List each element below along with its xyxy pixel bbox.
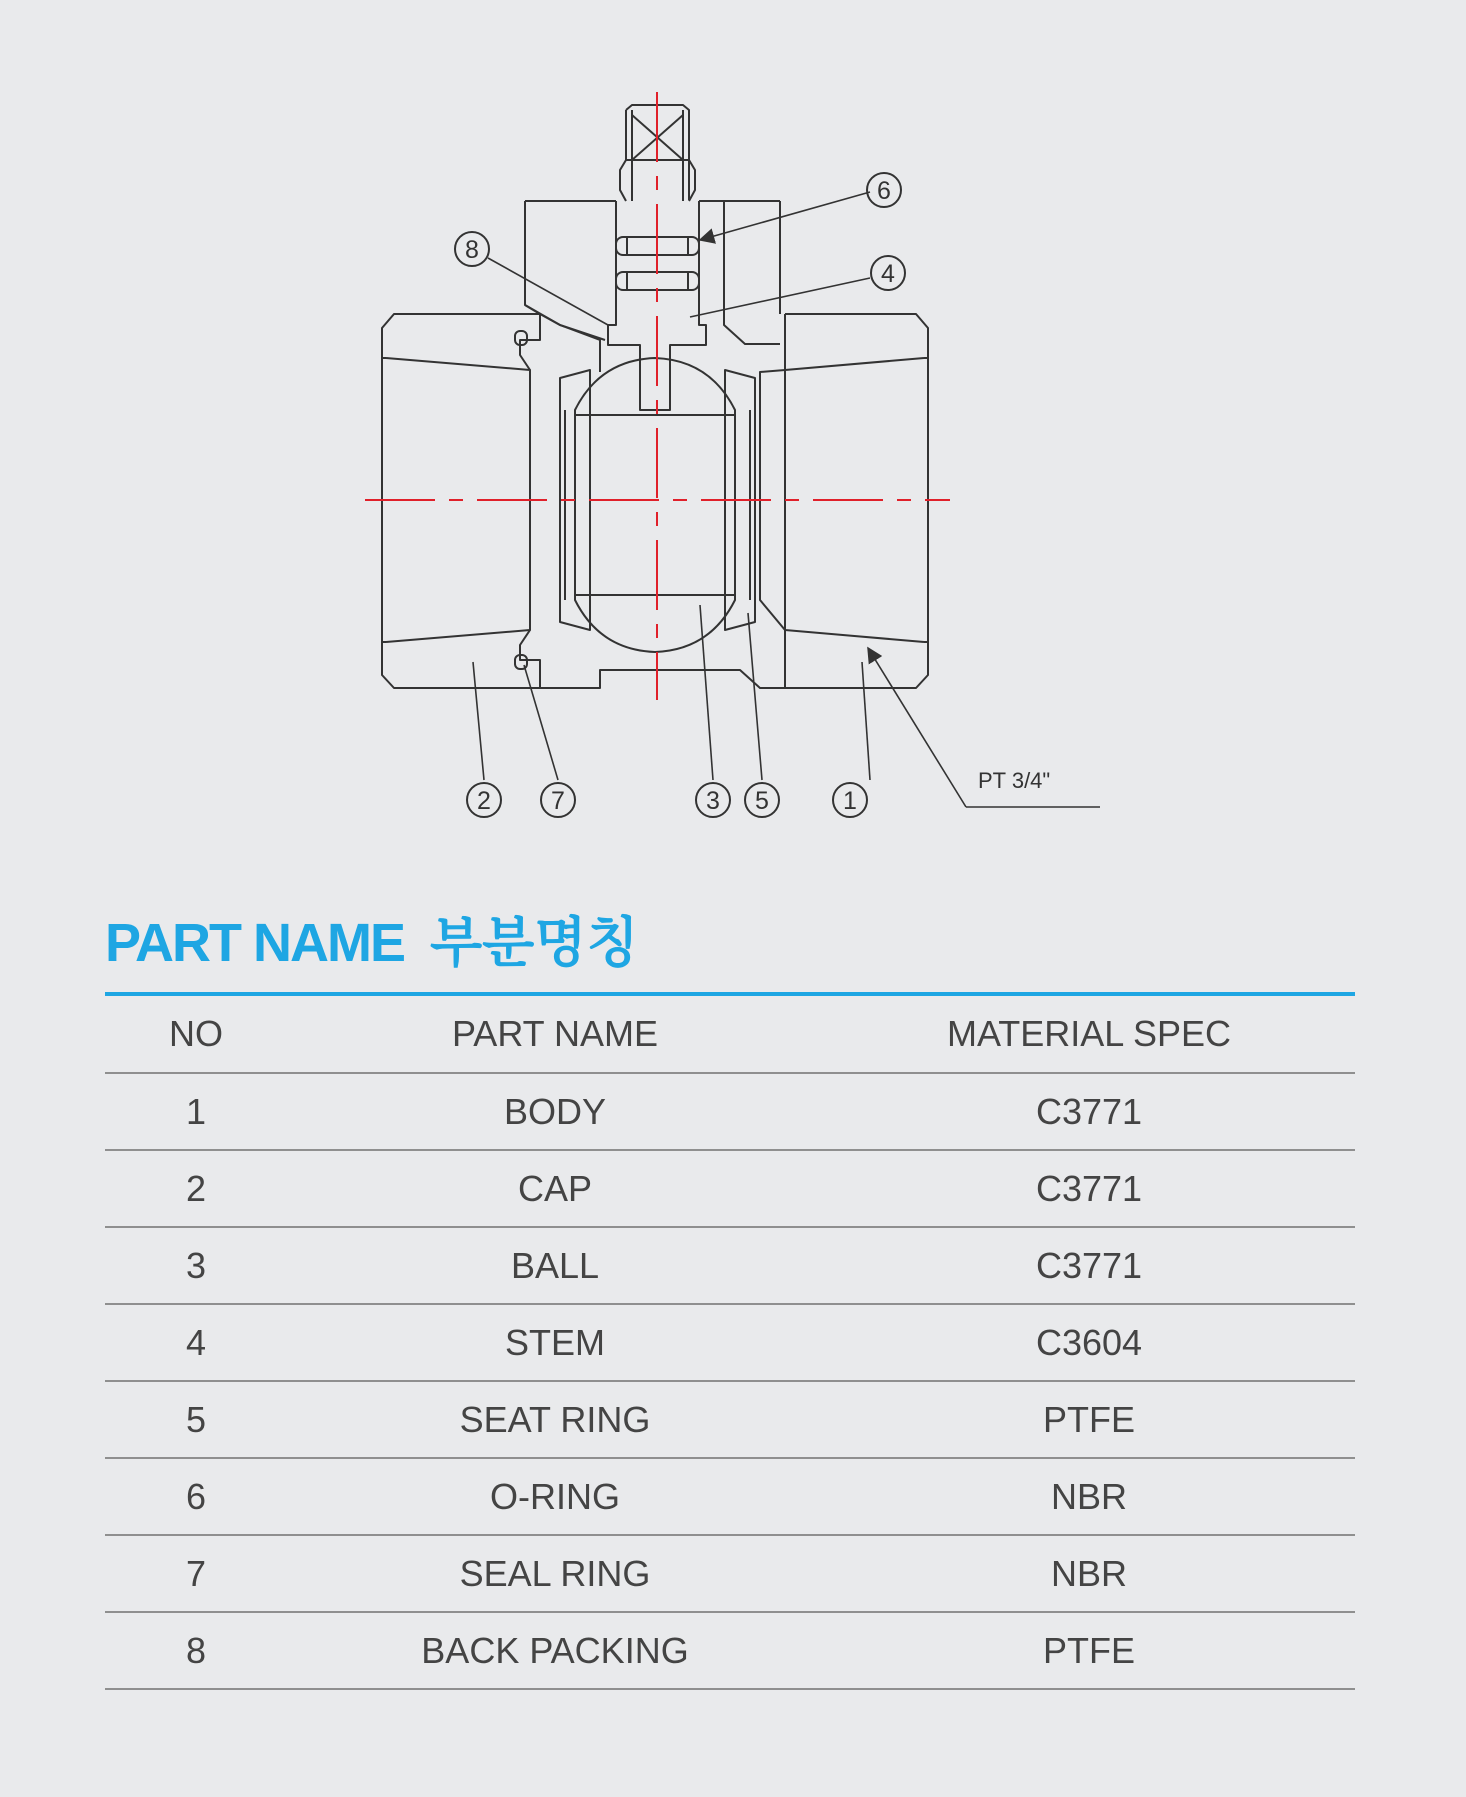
cell-material: NBR: [823, 1458, 1355, 1535]
table-row: [105, 1458, 1355, 1535]
svg-text:3: 3: [706, 787, 720, 815]
cell-part-name: STEM: [287, 1304, 823, 1381]
svg-text:5: 5: [755, 787, 769, 815]
table-row: [105, 1073, 1355, 1150]
cell-material: C3604: [823, 1304, 1355, 1381]
header-no: NO: [105, 994, 287, 1073]
header-material: MATERIAL SPEC: [823, 994, 1355, 1073]
svg-text:2: 2: [477, 787, 491, 815]
cell-part-name: SEAL RING: [287, 1535, 823, 1612]
cell-material: NBR: [823, 1535, 1355, 1612]
cell-no: 1: [105, 1073, 287, 1150]
callout-5: [745, 783, 779, 817]
header-part-name: PART NAME: [287, 994, 823, 1073]
body-center: [540, 314, 600, 372]
callout-6: [867, 173, 901, 207]
valve-cross-section-drawing: [0, 0, 1466, 860]
cell-no: 7: [105, 1535, 287, 1612]
cell-material: PTFE: [823, 1612, 1355, 1689]
cell-material: C3771: [823, 1150, 1355, 1227]
o-ring-bottom: [616, 272, 699, 290]
section-title-en: PART NAME: [105, 913, 404, 973]
cell-material: C3771: [823, 1073, 1355, 1150]
cell-part-name: O-RING: [287, 1458, 823, 1535]
parts-table: [105, 992, 1355, 1690]
callout-1: [833, 783, 867, 817]
section-title: [105, 900, 639, 977]
cell-no: 8: [105, 1612, 287, 1689]
callout-8: [455, 232, 489, 266]
table-row: [105, 1227, 1355, 1304]
cell-no: 2: [105, 1150, 287, 1227]
cell-part-name: SEAT RING: [287, 1381, 823, 1458]
svg-text:6: 6: [877, 177, 891, 205]
table-header-row: [105, 994, 1355, 1073]
callout-3: [696, 783, 730, 817]
table-row: [105, 1304, 1355, 1381]
callout-7: [541, 783, 575, 817]
svg-text:8: 8: [465, 236, 479, 264]
callout-2: [467, 783, 501, 817]
table-row: [105, 1612, 1355, 1689]
cell-no: 6: [105, 1458, 287, 1535]
table-row: [105, 1381, 1355, 1458]
bonnet: [525, 201, 540, 314]
cell-part-name: BACK PACKING: [287, 1612, 823, 1689]
cell-part-name: BODY: [287, 1073, 823, 1150]
section-title-ko: 부분명칭: [430, 913, 639, 973]
table-row: [105, 1150, 1355, 1227]
svg-text:4: 4: [881, 260, 895, 288]
cell-part-name: CAP: [287, 1150, 823, 1227]
svg-text:1: 1: [843, 787, 857, 815]
cell-material: C3771: [823, 1227, 1355, 1304]
ball: [575, 358, 735, 652]
table-row: [105, 1535, 1355, 1612]
cell-no: 5: [105, 1381, 287, 1458]
cell-no: 4: [105, 1304, 287, 1381]
thread-label: PT 3/4": [978, 768, 1051, 793]
cell-material: PTFE: [823, 1381, 1355, 1458]
cell-no: 3: [105, 1227, 287, 1304]
callout-4: [871, 256, 905, 290]
cell-part-name: BALL: [287, 1227, 823, 1304]
svg-text:7: 7: [551, 787, 565, 815]
